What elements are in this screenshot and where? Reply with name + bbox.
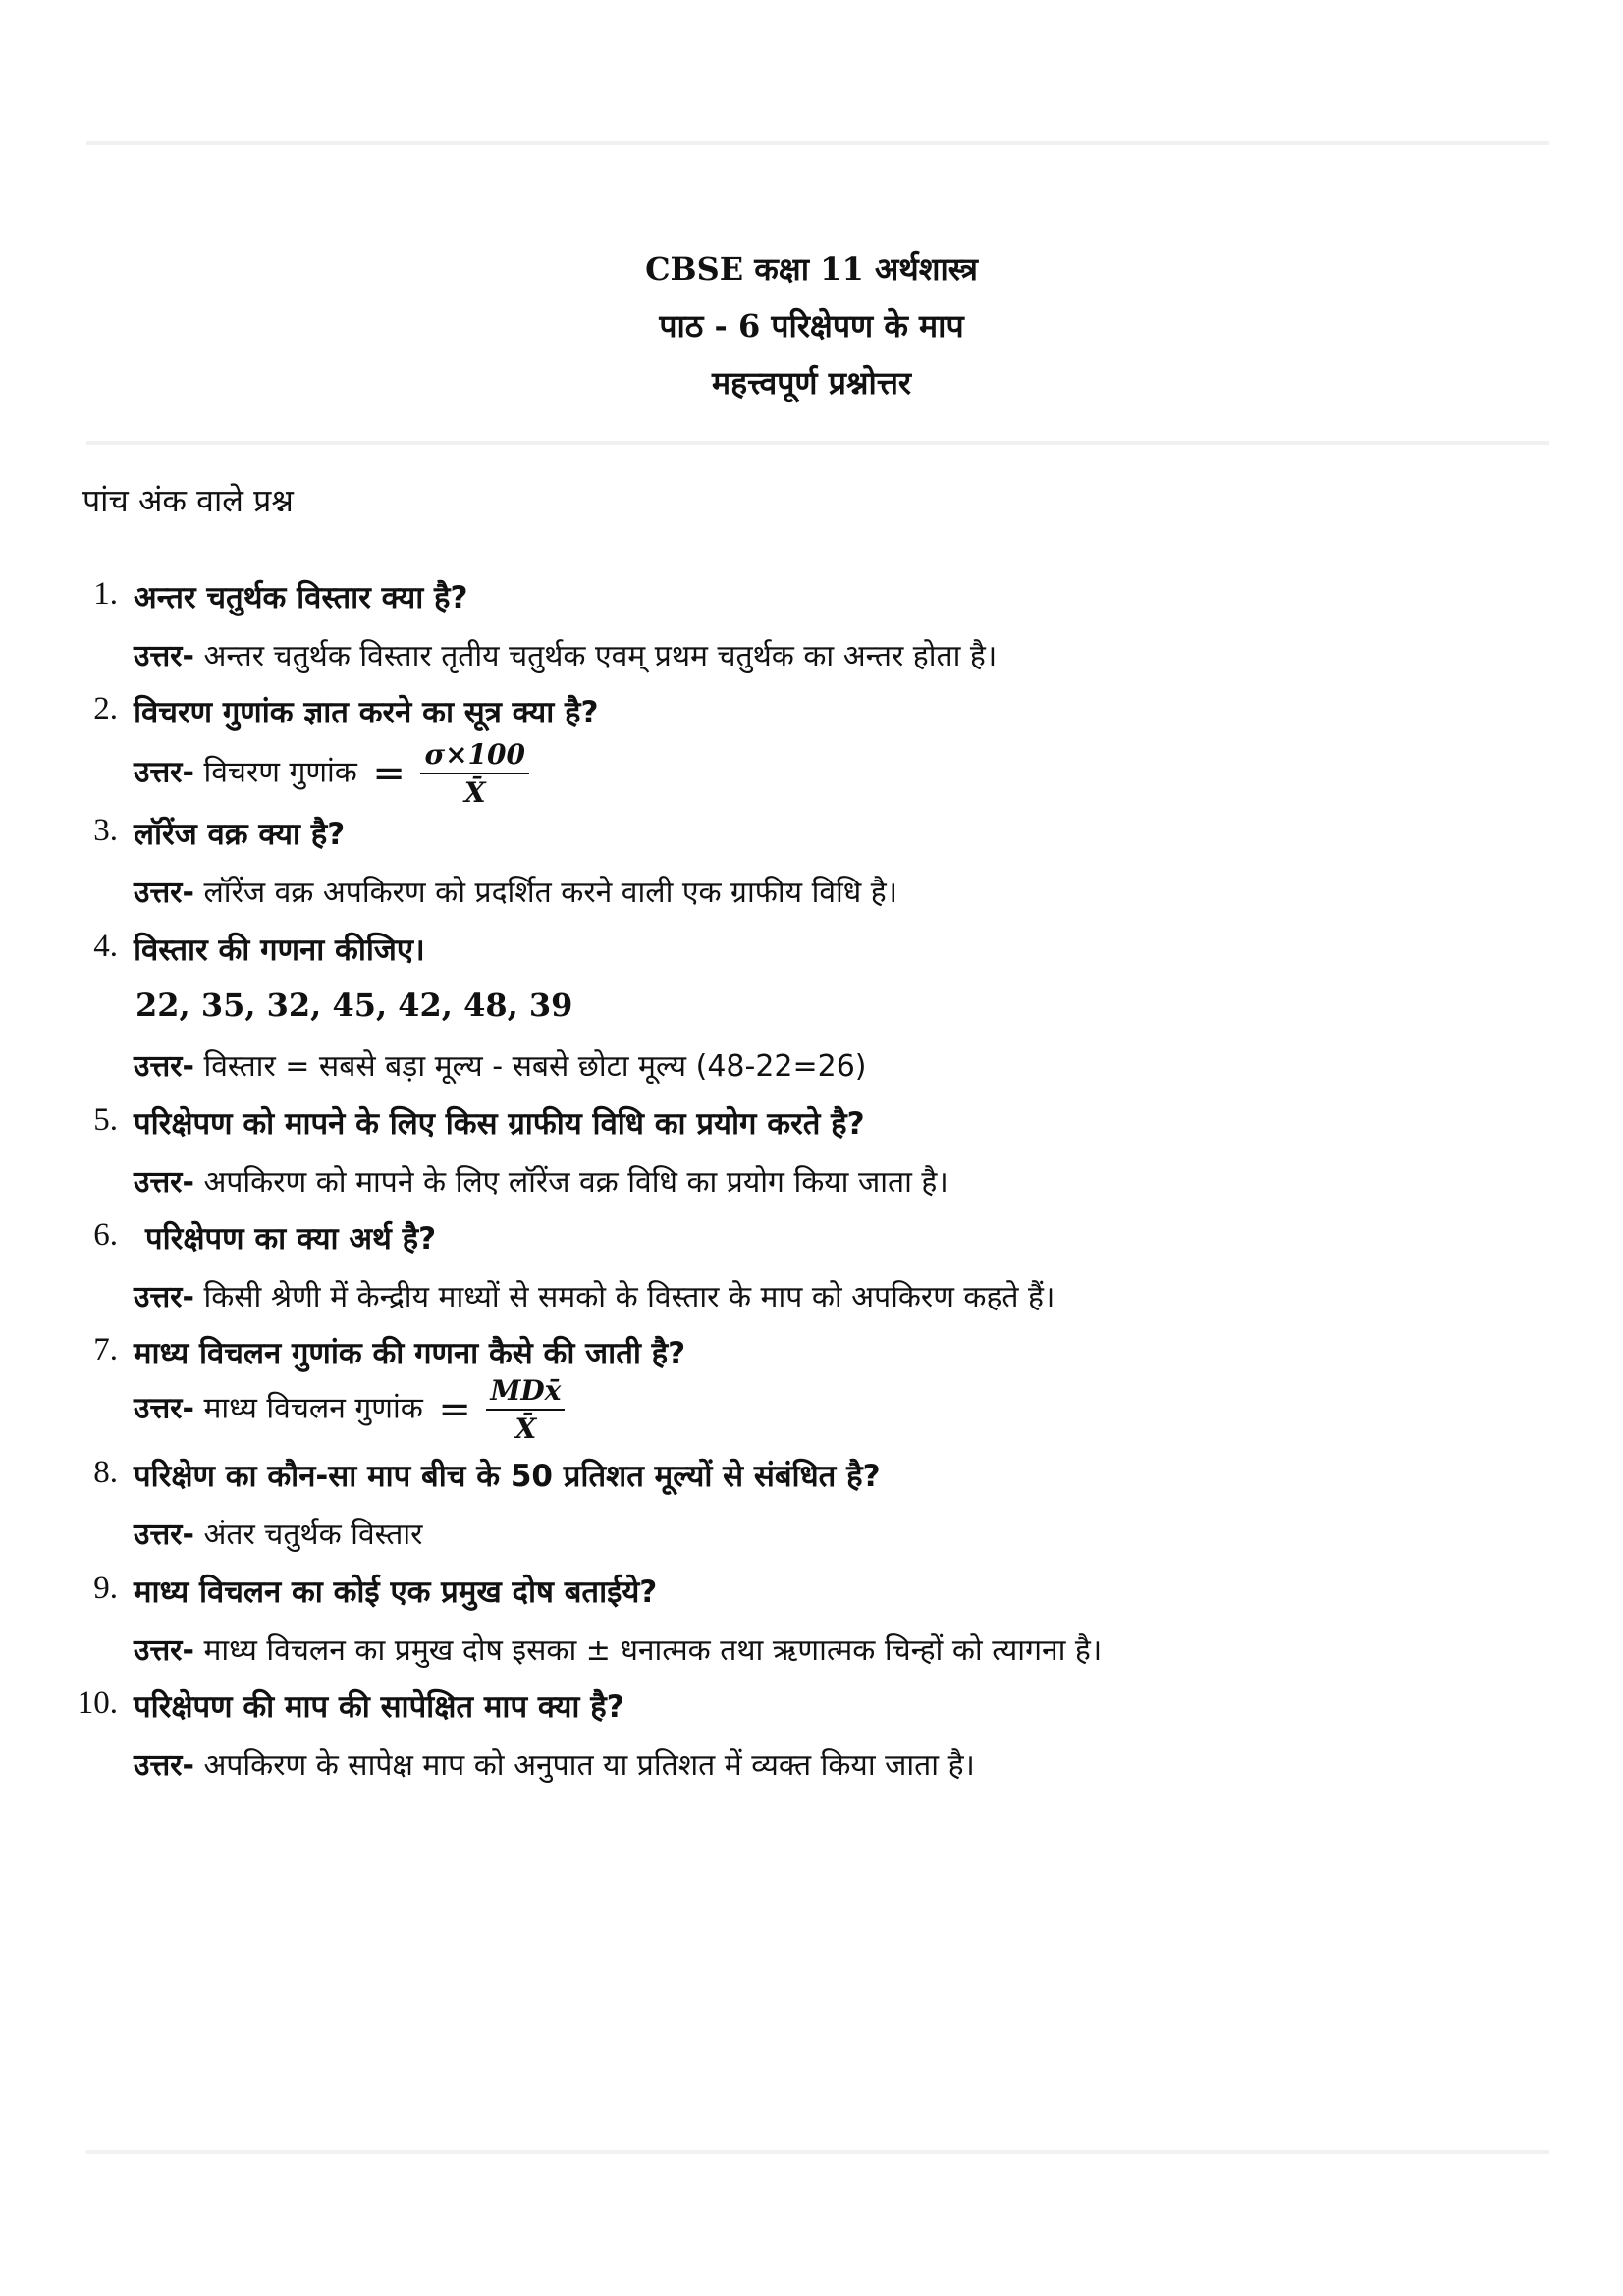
formula-numerator: MDx̄ <box>486 1374 565 1411</box>
answer-text: विचरण गुणांक <box>203 755 357 790</box>
question-number: 3. <box>93 813 118 848</box>
question-text: लॉरेंज वक्र क्या है? <box>134 817 346 852</box>
answer-label: उत्तर- <box>134 639 194 673</box>
answer-text: अंतर चतुर्थक विस्तार <box>203 1518 423 1552</box>
answer-label: उत्तर- <box>134 1280 194 1314</box>
answer <box>134 871 897 911</box>
answer-text: अपकिरण के सापेक्ष माप को अनुपात या प्रतिशत में व्यक्त किया जाता है। <box>203 1748 975 1783</box>
answer-label: उत्तर- <box>134 1391 194 1426</box>
header-divider <box>86 441 1549 445</box>
question-text: परिक्षेपण की माप की सापेक्षित माप क्या है? <box>134 1689 624 1725</box>
top-divider <box>86 141 1549 145</box>
answer-text: विस्तार = सबसे बड़ा मूल्य - सबसे छोटा मूल्य (48-22=26) <box>203 1049 867 1084</box>
equals-sign: = <box>372 751 406 796</box>
header-line-2: पाठ - 6 परिक्षेपण के माप <box>659 307 964 345</box>
answer <box>134 1044 867 1085</box>
question-number: 9. <box>93 1571 118 1606</box>
answer-label: उत्तर- <box>134 755 194 790</box>
answer-text: लॉरेंज वक्र अपकिरण को प्रदर्शित करने वाली एक ग्राफीय विधि है। <box>203 876 898 910</box>
header-line-3: महत्त्वपूर्ण प्रश्नोत्तर <box>711 364 912 401</box>
question-text: परिक्षेपण को मापने के लिए किस ग्राफीय विधि का प्रयोग करते है? <box>134 1106 865 1142</box>
answer-text: माध्य विचलन का प्रमुख दोष इसका ± धनात्मक तथा ऋणात्मक चिन्हों को त्यागना है। <box>203 1633 1103 1668</box>
answer <box>134 1160 948 1201</box>
answer-label: उत्तर- <box>134 1518 194 1552</box>
answer-text: किसी श्रेणी में केन्द्रीय माध्यों से समको के विस्तार के माप को अपकिरण कहते हैं। <box>203 1280 1055 1314</box>
header-line-1: CBSE कक्षा 11 अर्थशास्त्र <box>645 250 978 288</box>
answer <box>134 1374 565 1445</box>
question-text: परिक्षेपण का क्या अर्थ है? <box>145 1221 437 1256</box>
section-title: पांच अंक वाले प्रश्न <box>82 482 294 519</box>
answer <box>134 738 529 809</box>
question-number: 5. <box>93 1102 118 1138</box>
question-text: विचरण गुणांक ज्ञात करने का सूत्र क्या है? <box>134 695 599 730</box>
question-text: माध्य विचलन का कोई एक प्रमुख दोष बताईये? <box>134 1575 658 1610</box>
answer <box>134 1743 975 1784</box>
answer <box>134 1513 422 1553</box>
question-number: 2. <box>93 691 118 726</box>
equals-sign: = <box>438 1387 471 1432</box>
question-number: 10. <box>77 1685 118 1721</box>
question-number: 4. <box>93 929 118 964</box>
question-text: अन्तर चतुर्थक विस्तार क्या है? <box>134 580 468 615</box>
formula-denominator: X̄ <box>514 1413 537 1445</box>
answer-label: उत्तर- <box>134 1748 194 1783</box>
formula-denominator: X̄ <box>463 776 486 809</box>
formula-fraction <box>420 738 529 809</box>
answer-label: उत्तर- <box>134 1165 194 1200</box>
question-number: 1. <box>93 576 118 612</box>
answer <box>134 634 997 674</box>
question-number: 6. <box>93 1217 118 1253</box>
document-header <box>0 240 1623 411</box>
question-text: परिक्षेण का कौन-सा माप बीच के 50 प्रतिशत मूल्यों से संबंधित है? <box>134 1459 881 1494</box>
question-number: 7. <box>93 1332 118 1367</box>
question-text: विस्तार की गणना कीजिए। <box>134 933 425 968</box>
answer <box>134 1629 1102 1669</box>
answer-text: अन्तर चतुर्थक विस्तार तृतीय चतुर्थक एवम् प्रथम चतुर्थक का अन्तर होता है। <box>203 639 998 673</box>
answer-label: उत्तर- <box>134 876 194 910</box>
formula-fraction <box>486 1374 565 1445</box>
answer <box>134 1275 1055 1315</box>
answer-text: माध्य विचलन गुणांक <box>203 1391 423 1426</box>
answer-label: उत्तर- <box>134 1633 194 1668</box>
footer-divider <box>86 2150 1549 2154</box>
data-values: 22, 35, 32, 45, 42, 48, 39 <box>135 987 573 1024</box>
answer-label: उत्तर- <box>134 1049 194 1084</box>
question-text: माध्य विचलन गुणांक की गणना कैसे की जाती है? <box>134 1336 686 1371</box>
question-number: 8. <box>93 1455 118 1490</box>
formula-numerator: σ×100 <box>420 738 529 774</box>
answer-text: अपकिरण को मापने के लिए लॉरेंज वक्र विधि का प्रयोग किया जाता है। <box>203 1165 948 1200</box>
